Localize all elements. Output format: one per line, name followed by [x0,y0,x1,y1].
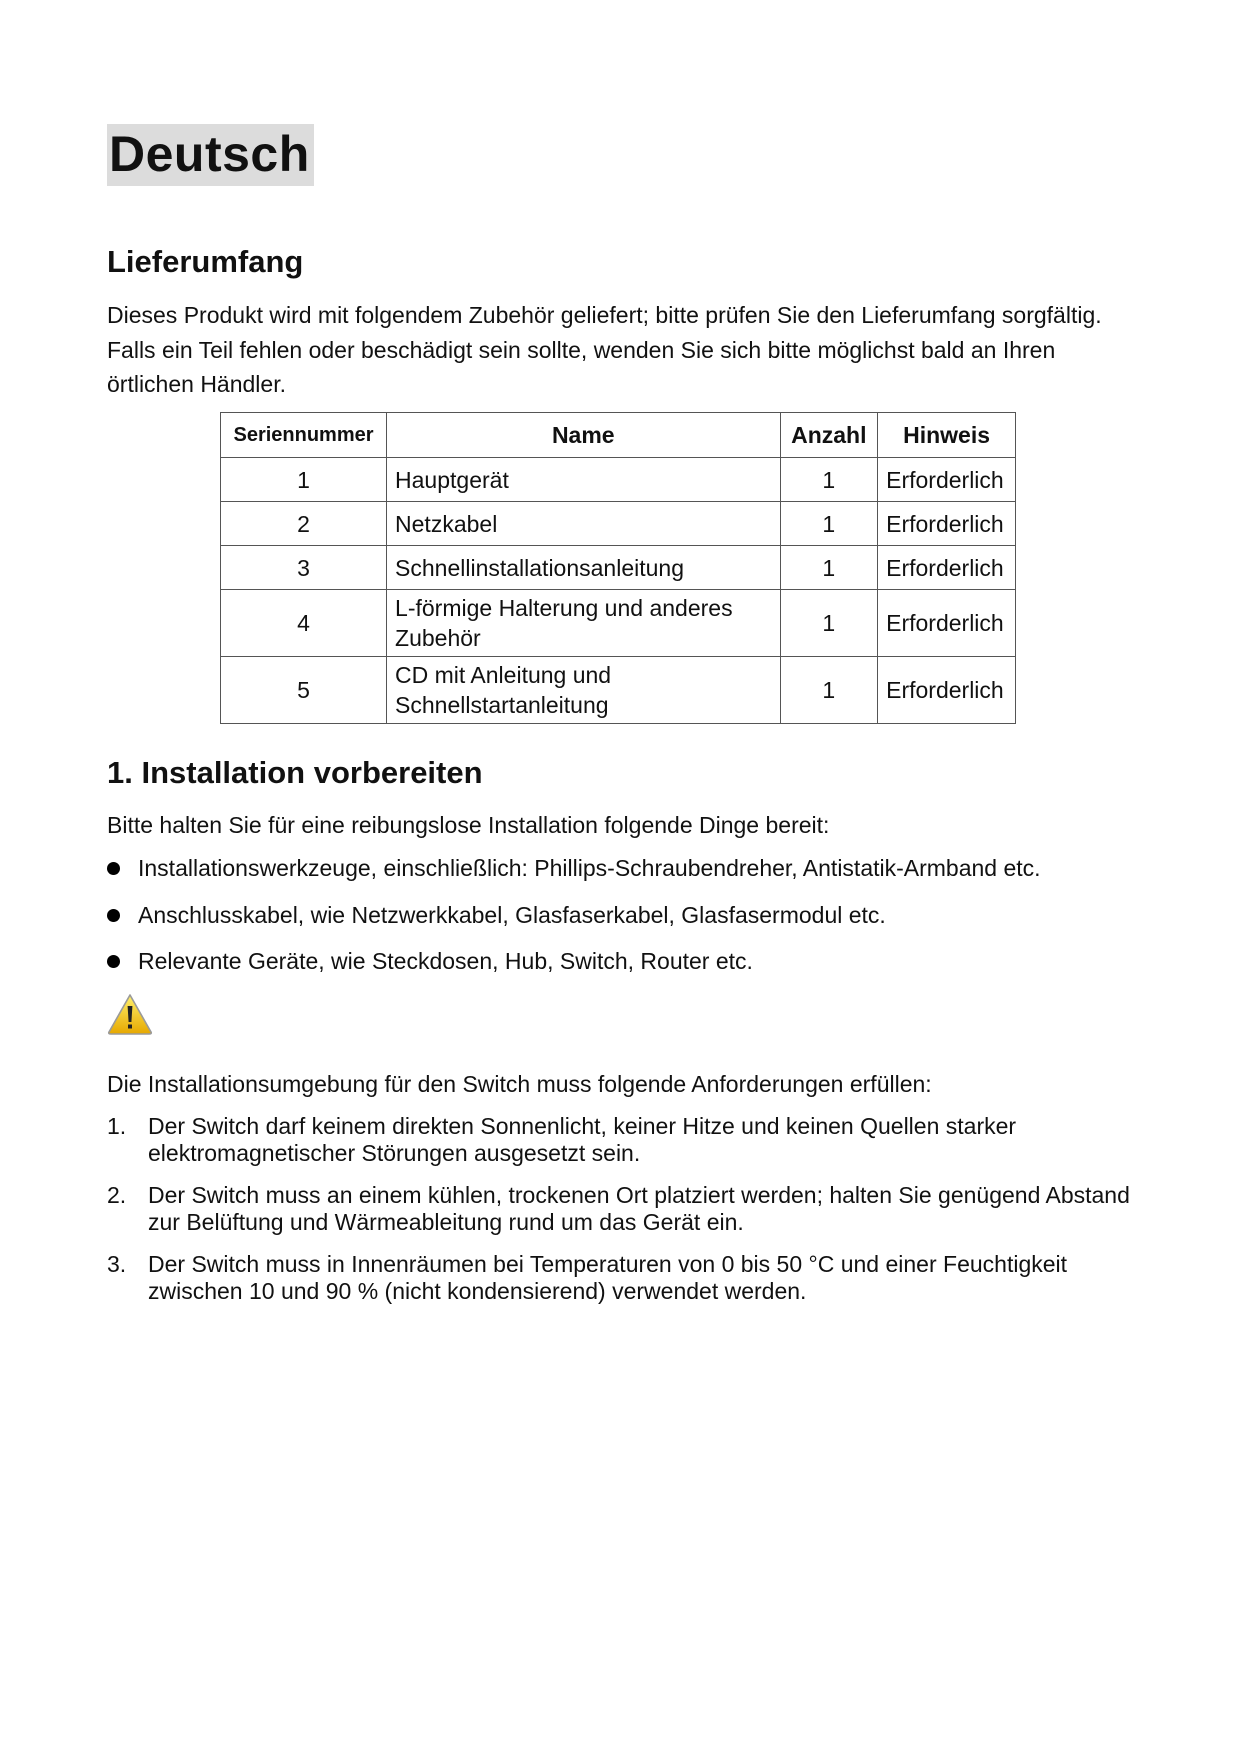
cell-note: Erforderlich [878,458,1016,502]
cell-name: Hauptgerät [387,458,780,502]
list-item-text: Anschlusskabel, wie Netzwerkkabel, Glasfaserkabel, Glasfasermodul etc. [138,901,886,928]
list-item [107,853,1041,883]
cell-quantity: 1 [780,502,878,546]
cell-serial: 5 [221,657,387,724]
header-quantity: Anzahl [780,413,878,458]
language-title: Deutsch [107,124,314,186]
table-header-row [221,413,1016,458]
cell-note: Erforderlich [878,657,1016,724]
bullet-icon [107,955,120,968]
list-item [107,1251,1147,1305]
cell-note: Erforderlich [878,590,1016,657]
cell-quantity: 1 [780,657,878,724]
header-serial: Seriennummer [221,413,387,458]
environment-lead: Die Installationsumgebung für den Switch muss folgende Anforderungen erfüllen: [107,1071,932,1097]
cell-serial: 3 [221,546,387,590]
installation-lead: Bitte halten Sie für eine reibungslose Installation folgende Dinge bereit: [107,812,830,838]
cell-serial: 4 [221,590,387,657]
list-item [107,946,1041,976]
list-item-text: Relevante Geräte, wie Steckdosen, Hub, Switch, Router etc. [138,948,753,974]
cell-quantity: 1 [780,546,878,590]
list-item-text: Installationswerkzeuge, einschließlich: Phillips-Schraubendreher, Antistatik-Armband etc. [138,855,1041,881]
list-item-text: Der Switch darf keinem direkten Sonnenlicht, keiner Hitze und keinen Quellen starker elektromagnetischer Störungen ausgesetzt sein. [148,1113,1017,1166]
list-item [107,900,1041,930]
cell-quantity: 1 [780,458,878,502]
list-item-number: 3. [107,1251,127,1277]
cell-note: Erforderlich [878,546,1016,590]
list-item-number: 1. [107,1113,127,1139]
cell-note: Erforderlich [878,502,1016,546]
cell-name: Netzkabel [387,502,780,546]
cell-name: CD mit Anleitung und Schnellstartanleitung [387,657,780,724]
requirements-list [107,1113,1147,1320]
table-row [221,546,1016,590]
bullet-icon [107,862,120,875]
header-note: Hinweis [878,413,1016,458]
installation-heading: 1. Installation vorbereiten [107,755,483,790]
table-row [221,458,1016,502]
delivery-intro: Dieses Produkt wird mit folgendem Zubehör geliefert; bitte prüfen Sie den Lieferumfang sorgfältig. Falls ein Teil fehlen oder beschädigt sein sollte, wenden Sie sich bitte möglichst bald an Ihren örtlichen Händler. [107,302,1102,397]
list-item [107,1113,1147,1167]
list-item-text: Der Switch muss an einem kühlen, trockenen Ort platziert werden; halten Sie genügend Abstand zur Belüftung und Wärmeableitung rund um das Gerät ein. [148,1182,1130,1235]
header-name: Name [387,413,780,458]
list-item [107,1182,1147,1236]
list-item-text: Der Switch muss in Innenräumen bei Temperaturen von 0 bis 50 °C und einer Feuchtigkeit zwischen 10 und 90 % (nicht kondensierend) verwendet werden. [148,1251,1068,1304]
cell-name: Schnellinstallationsanleitung [387,546,780,590]
table-row [221,657,1016,724]
cell-quantity: 1 [780,590,878,657]
table-row [221,502,1016,546]
cell-name: L-förmige Halterung und anderes Zubehör [387,590,780,657]
delivery-heading: Lieferumfang [107,244,304,279]
table-row [221,590,1016,657]
warning-triangle-icon [107,993,153,1035]
list-item-number: 2. [107,1182,127,1208]
cell-serial: 1 [221,458,387,502]
cell-serial: 2 [221,502,387,546]
package-contents-table [220,412,1016,724]
bullet-icon [107,909,120,922]
preparation-list [107,853,1041,993]
